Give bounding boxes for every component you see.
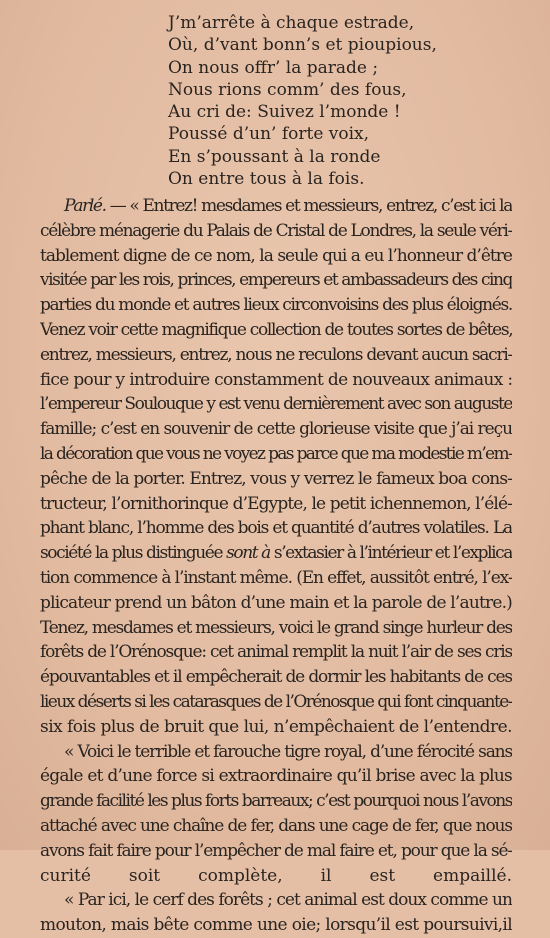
- prose-line: Parlé. — « Entrez! mesdames et messieurs, entrez, c’est ici la: [64, 196, 512, 216]
- prose-line: la décoration que vous ne voyez pas parce que ma modestie m’em-: [40, 443, 512, 464]
- prose-line: épouvantables et il empêcherait de dormir les habitants de ces: [40, 667, 512, 688]
- prose-line: entrez, messieurs, entrez, nous ne reculons devant aucun sacri-: [40, 344, 512, 365]
- prose-line: société la plus distinguée sont à s’extasier à l’intérieur et l’explica: [40, 543, 512, 564]
- prose-line: Tenez, mesdames et messieurs, voici le grand singe hurleur des: [40, 617, 512, 638]
- prose-line: phant blanc, l’homme des bois et quantité d’autres volatiles. La: [40, 518, 512, 539]
- prose-line: forêts de l’Orénosque: cet animal remplit la nuit l’air de ses cris: [40, 642, 512, 663]
- verse-line: Nous rions comm’ des fous,: [168, 79, 407, 100]
- verse-line: Poussé d’un’ forte voix,: [168, 124, 370, 145]
- prose-line: « Par ici, le cerf des forêts ; cet animal est doux comme un: [64, 890, 512, 911]
- verse-line: On entre tous à la fois.: [168, 169, 365, 190]
- prose-line: grande facilité les plus forts barreaux; c’est pourquoi nous l’avons: [40, 791, 512, 812]
- prose-line: mouton, mais bête comme une oie; lorsqu’il est poursuivi,il: [40, 915, 512, 936]
- prose-line: curité soit complète, il est empaillé.: [40, 865, 512, 886]
- prose-line: Venez voir cette magnifique collection de toutes sortes de bêtes,: [40, 319, 512, 340]
- verse-line: J’m’arrête à chaque estrade,: [168, 13, 415, 33]
- prose-line: tablement digne de ce nom, la seule qui a eu l’honneur d’être: [40, 245, 512, 266]
- sont-a-italic: sont à: [226, 543, 270, 564]
- prose-line: pêche de la porter. Entrez, vous y verrez le fameux boa cons-: [40, 468, 512, 489]
- parle-label: Parlé.: [64, 196, 106, 216]
- prose-line: plicateur prend un bâton d’une main et la parole de l’autre.): [40, 592, 512, 613]
- verse-line: Au cri de: Suivez l’monde !: [168, 102, 401, 123]
- paragraph-tigre: [40, 740, 512, 889]
- verse-line: On nous offr’ la parade ;: [168, 57, 379, 78]
- prose-line: six fois plus de bruit que lui, n’empêchaient de l’entendre.: [40, 716, 512, 737]
- prose-line: tion commence à l’instant même. (En effet, aussitôt entré, l’ex-: [40, 567, 512, 588]
- verse-line: Où, d’vant bonn’s et pioupious,: [168, 35, 437, 56]
- prose-line: tructeur, l’ornithorinque d’Egypte, le petit ichennemon, l’élé-: [40, 493, 512, 514]
- prose-line: parties du monde et autres lieux circonvoisins des plus éloignés.: [40, 295, 512, 316]
- paragraph-cerf: [40, 888, 512, 938]
- prose-line: « Voici le terrible et farouche tigre royal, d’une férocité sans: [64, 741, 512, 762]
- prose-line: fice pour y introduire constamment de nouveaux animaux :: [40, 369, 512, 390]
- prose-line: égale et d’une force si extraordinaire qu’il brise avec la plus: [40, 766, 512, 787]
- prose-line: lieux déserts si les catarasques de l’Orénosque qui font cinquante-: [40, 691, 512, 712]
- prose-line: attaché avec une chaîne de fer, dans une cage de fer, que nous: [40, 815, 512, 836]
- verse-line: En s’poussant à la ronde: [168, 146, 381, 167]
- prose-line: célèbre ménagerie du Palais de Cristal de Londres, la seule véri-: [40, 220, 512, 241]
- prose-line: visitée par les rois, princes, empereurs et ambassadeurs des cinq: [40, 270, 512, 291]
- prose-line: l’empereur Soulouque y est venu dernièrement avec son auguste: [40, 394, 512, 415]
- song-verse: [168, 12, 437, 190]
- prose-line: avons fait faire pour l’empêcher de mal faire et, pour que la sé-: [40, 840, 512, 861]
- spoken-text: [40, 194, 512, 938]
- prose-line: famille; c’est en souvenir de cette glorieuse visite que j’ai reçu: [40, 419, 512, 440]
- paragraph-parle: [40, 194, 512, 740]
